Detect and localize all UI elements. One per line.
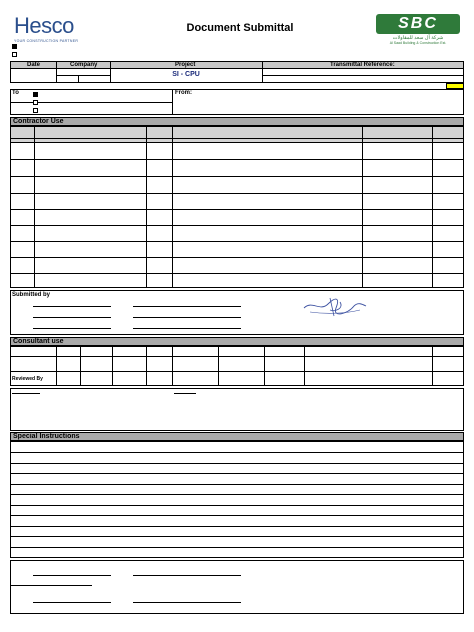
contractor-row-divider <box>10 138 464 139</box>
contractor-row-divider <box>10 209 464 210</box>
contractor-row-divider <box>10 241 464 242</box>
signature-line <box>33 306 111 307</box>
to-checkbox-checked[interactable] <box>33 92 38 97</box>
contractor-column-divider <box>432 126 433 288</box>
signature-line <box>33 317 111 318</box>
header-checkbox[interactable] <box>12 52 17 57</box>
special-instructions-header: Special Instructions <box>10 432 464 441</box>
signature-line <box>133 306 241 307</box>
signature-line <box>133 328 241 329</box>
signature-line <box>33 328 111 329</box>
sbc-tagline-en: Al Saad Building & Construction Est. <box>389 41 447 45</box>
header-checkbox-checked[interactable] <box>12 44 17 49</box>
contractor-row-divider <box>10 159 464 160</box>
info-divider <box>56 75 110 76</box>
consultant-column-divider <box>218 346 219 386</box>
sbc-tagline-ar: شركة آل سعد للمقاولات <box>392 35 444 41</box>
review-notes-box[interactable] <box>10 388 464 431</box>
company-label: Company <box>70 62 98 68</box>
special-instructions-line <box>10 515 464 516</box>
hesco-logo <box>14 14 84 46</box>
company-field[interactable] <box>57 70 109 75</box>
bottom-signature-line <box>10 585 92 586</box>
contractor-row-divider <box>10 176 464 177</box>
review-line <box>12 393 40 394</box>
bottom-signature-box <box>10 560 464 614</box>
consultant-row-divider <box>10 371 464 372</box>
contractor-row-divider <box>10 193 464 194</box>
consultant-column-divider <box>56 346 57 386</box>
review-line <box>174 393 196 394</box>
date-label: Date <box>27 62 41 68</box>
special-instructions-line <box>10 473 464 474</box>
reviewed-by-label: Reviewed By <box>12 376 43 382</box>
hesco-logo-text: Hesco <box>14 13 74 38</box>
document-title: Document Submittal <box>186 22 294 34</box>
submitted-by-label: Submitted by <box>12 292 51 298</box>
consultant-table <box>10 346 464 386</box>
contractor-table <box>10 126 464 288</box>
consultant-column-divider <box>80 346 81 386</box>
contractor-row-divider <box>10 257 464 258</box>
transmittal-field[interactable] <box>263 70 463 75</box>
consultant-column-divider <box>304 346 305 386</box>
hesco-tagline: YOUR CONSTRUCTION PARTNER <box>14 39 79 43</box>
consultant-column-divider <box>112 346 113 386</box>
special-instructions-line <box>10 494 464 495</box>
bottom-signature-line <box>33 575 111 576</box>
contractor-table-header <box>10 126 464 143</box>
special-instructions-line <box>10 452 464 453</box>
special-instructions-line <box>10 536 464 537</box>
contractor-row-divider <box>10 225 464 226</box>
special-instructions-box[interactable] <box>10 441 464 558</box>
sbc-logo <box>376 14 460 48</box>
contractor-column-divider <box>172 126 173 288</box>
consultant-column-divider <box>264 346 265 386</box>
from-label: From: <box>175 90 192 96</box>
contractor-row-divider <box>10 142 464 143</box>
contractor-column-divider <box>146 126 147 288</box>
bottom-signature-line <box>133 602 241 603</box>
project-label: Project <box>175 62 196 68</box>
contractor-column-divider <box>34 126 35 288</box>
to-checkbox-2[interactable] <box>33 100 38 105</box>
date-field[interactable] <box>11 70 55 82</box>
contractor-use-header: Contractor Use <box>10 117 464 126</box>
info-divider <box>78 75 79 83</box>
to-checkbox-3[interactable] <box>33 108 38 113</box>
consultant-row-divider <box>10 356 464 357</box>
project-value: SI - CPU <box>172 71 200 78</box>
special-instructions-line <box>10 505 464 506</box>
info-divider <box>262 75 464 76</box>
special-instructions-line <box>10 547 464 548</box>
consultant-column-divider <box>432 346 433 386</box>
contractor-row-divider <box>10 273 464 274</box>
transmittal-label: Transmittal Reference: <box>330 62 395 68</box>
consultant-column-divider <box>172 346 173 386</box>
special-instructions-line <box>10 484 464 485</box>
handwritten-signature <box>300 294 370 318</box>
to-from-divider <box>172 89 173 115</box>
bottom-signature-line <box>33 602 111 603</box>
to-label: To <box>12 90 19 96</box>
consultant-use-header: Consultant use <box>10 337 464 346</box>
sbc-logo-text: SBC <box>398 15 438 32</box>
special-instructions-line <box>10 526 464 527</box>
special-instructions-line <box>10 463 464 464</box>
sbc-logo-mark <box>376 14 460 34</box>
consultant-column-divider <box>146 346 147 386</box>
bottom-signature-line <box>133 575 241 576</box>
contractor-column-divider <box>362 126 363 288</box>
signature-line <box>133 317 241 318</box>
